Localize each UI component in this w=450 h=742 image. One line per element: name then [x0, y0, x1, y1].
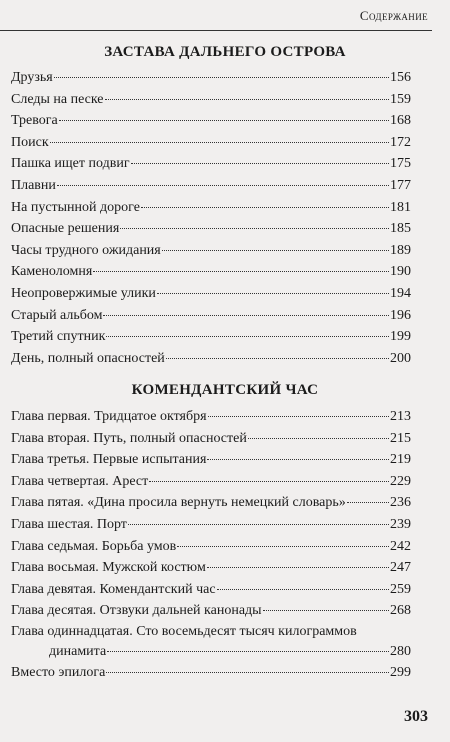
toc-entry-page: 239 — [390, 516, 411, 532]
dot-leader — [50, 142, 389, 143]
dot-leader — [207, 567, 389, 568]
toc-entry-page: 219 — [390, 452, 411, 468]
toc-entry-page: 280 — [390, 643, 411, 659]
toc-entry — [11, 261, 411, 283]
toc-entry — [11, 175, 411, 197]
toc-entry-page: 200 — [390, 350, 411, 366]
dot-leader — [103, 315, 389, 316]
toc-entry-page: 236 — [390, 495, 411, 511]
toc-entry — [11, 662, 411, 684]
toc-entry-page: 194 — [390, 285, 411, 301]
toc-entry — [11, 471, 411, 493]
toc-entry — [11, 406, 411, 428]
toc-entry-title: Третий спутник — [11, 329, 106, 345]
dot-leader — [120, 228, 389, 229]
toc-entry-page: 185 — [390, 221, 411, 237]
toc-entry-page: 156 — [390, 70, 411, 85]
toc-entry-page: 299 — [390, 664, 411, 680]
toc-entry-title: Глава пятая. «Дина просила вернуть немецкий словарь» — [11, 495, 346, 511]
dot-leader — [217, 589, 389, 590]
toc-entry — [11, 283, 411, 305]
dot-leader — [248, 438, 389, 439]
toc-entry-title: Глава одиннадцатая. Сто восемьдесят тысяч килограммов — [11, 623, 357, 639]
toc-entry-page: 229 — [390, 473, 411, 489]
toc-entry — [11, 67, 411, 89]
toc-entry — [11, 197, 411, 219]
dot-leader — [347, 502, 389, 503]
section-title-zastava: ЗАСТАВА ДАЛЬНЕГО ОСТРОВА — [104, 44, 346, 60]
header-rule — [0, 30, 432, 31]
toc-entry — [11, 428, 411, 450]
toc-entry — [11, 557, 411, 579]
toc-entry — [11, 326, 411, 348]
toc-entry — [11, 110, 411, 132]
toc-entry-page: 181 — [390, 199, 411, 215]
toc-entry-title: Неопровержимые улики — [11, 285, 156, 301]
toc-entry — [11, 218, 411, 240]
toc-entry-page: 259 — [390, 581, 411, 597]
toc-entry-title: Глава первая. Тридцатое октября — [11, 409, 207, 424]
toc-entry-page: 242 — [390, 538, 411, 554]
toc-entry-title: Глава седьмая. Борьба умов — [11, 538, 177, 554]
dot-leader — [141, 207, 389, 208]
toc-entry-title: Глава вторая. Путь, полный опасностей — [11, 430, 247, 446]
toc-entry — [11, 89, 411, 111]
dot-leader — [162, 250, 389, 251]
dot-leader — [131, 163, 389, 164]
toc-entry-page: 172 — [390, 134, 411, 150]
toc-entry-page: 190 — [390, 264, 411, 280]
toc-entry — [11, 132, 411, 154]
toc-entry-title: Старый альбом — [11, 307, 103, 323]
toc-entry-page: 268 — [390, 603, 411, 619]
toc-entry-title: Глава восьмая. Мужской костюм — [11, 560, 206, 576]
toc-entry — [11, 153, 411, 175]
toc-entry-title: Каменоломня — [11, 264, 93, 280]
toc-entry-page: 213 — [390, 409, 411, 424]
toc-entry-title: Пашка ищет подвиг — [11, 156, 130, 172]
toc-entry-page: 175 — [390, 156, 411, 172]
toc-entry-title: Глава шестая. Порт — [11, 516, 127, 532]
toc-entry — [11, 240, 411, 262]
toc-entry-page: 159 — [390, 91, 411, 107]
toc-entry-title: Друзья — [11, 70, 53, 85]
toc-entry — [11, 348, 411, 370]
toc-entry-title: Тревога — [11, 113, 58, 129]
dot-leader — [207, 459, 389, 460]
toc-entry-title: Вместо эпилога — [11, 664, 106, 680]
toc-entry — [11, 449, 411, 471]
toc-entry-title: Следы на песке — [11, 91, 104, 107]
dot-leader — [105, 99, 389, 100]
dot-leader — [59, 120, 389, 121]
toc-entry-title: Поиск — [11, 134, 49, 150]
dot-leader — [208, 416, 389, 417]
dot-leader — [128, 524, 389, 525]
toc-entry-title: Глава третья. Первые испытания — [11, 452, 207, 468]
toc-entry-title: Часы трудного ожидания — [11, 242, 161, 258]
dot-leader — [54, 77, 389, 78]
running-head: Содержание — [359, 8, 428, 23]
toc-entry-page: 168 — [390, 113, 411, 129]
toc-list-komendantsky — [11, 406, 411, 684]
dot-leader — [166, 358, 389, 359]
toc-entry — [11, 622, 411, 662]
toc-entry — [11, 305, 411, 327]
toc-entry — [11, 600, 411, 622]
dot-leader — [149, 481, 389, 482]
toc-entry — [11, 514, 411, 536]
dot-leader — [177, 546, 389, 547]
toc-entry-title: Плавни — [11, 177, 56, 193]
toc-entry-title: Опасные решения — [11, 221, 120, 237]
toc-entry-page: 247 — [390, 560, 411, 576]
toc-entry-page: 215 — [390, 430, 411, 446]
toc-entry-page: 199 — [390, 329, 411, 345]
toc-list-zastava — [11, 67, 411, 369]
dot-leader — [263, 610, 389, 611]
dot-leader — [93, 271, 389, 272]
toc-entry — [11, 492, 411, 514]
dot-leader — [106, 672, 389, 673]
dot-leader — [57, 185, 389, 186]
toc-entry-title-continued: динамита — [49, 643, 107, 659]
toc-entry — [11, 536, 411, 558]
toc-entry-page: 196 — [390, 307, 411, 323]
toc-entry-page: 177 — [390, 177, 411, 193]
toc-entry-title: Глава четвертая. Арест — [11, 473, 149, 489]
toc-entry-page: 189 — [390, 242, 411, 258]
toc-entry-title: Глава девятая. Комендантский час — [11, 581, 216, 597]
dot-leader — [157, 293, 389, 294]
section-title-komendantsky: КОМЕНДАНТСКИЙ ЧАС — [131, 382, 319, 398]
page-number: 303 — [404, 708, 428, 725]
toc-entry-title: День, полный опасностей — [11, 350, 165, 366]
dot-leader — [106, 336, 389, 337]
toc-entry-title: На пустынной дороге — [11, 199, 140, 215]
toc-entry-title: Глава десятая. Отзвуки дальней канонады — [11, 603, 262, 619]
toc-entry — [11, 579, 411, 601]
dot-leader — [107, 651, 389, 652]
